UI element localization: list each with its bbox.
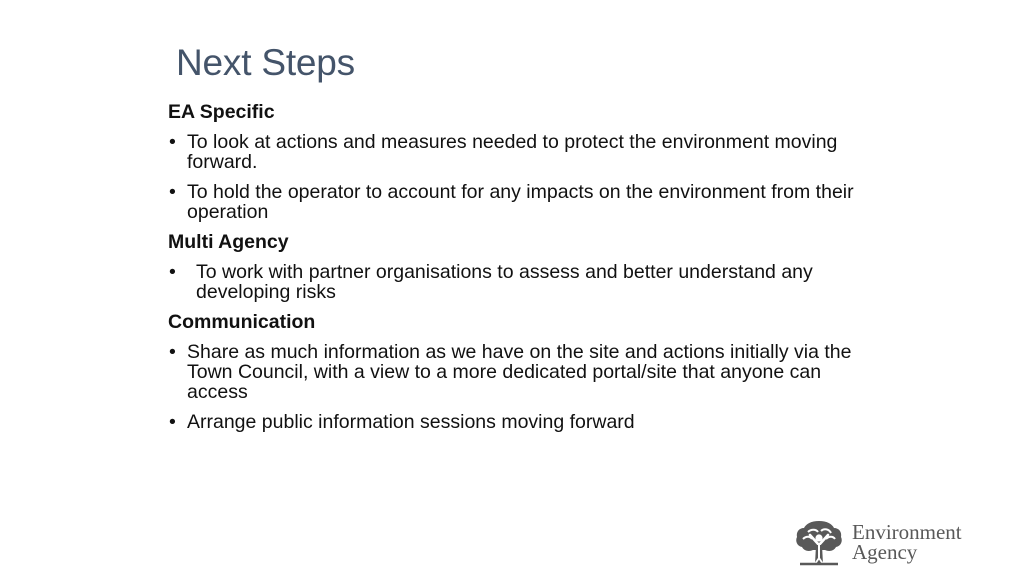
- bullet-text: To hold the operator to account for any impacts on the environment from their operation: [187, 181, 854, 223]
- bullet-text: To look at actions and measures needed to protect the environment moving forward.: [187, 131, 838, 173]
- section-heading-communication: Communication: [168, 311, 316, 333]
- bullet-icon: •: [169, 261, 176, 283]
- bullet-item: [168, 182, 868, 222]
- environment-agency-logo: [794, 518, 1000, 566]
- logo-text-agency: Agency: [852, 540, 918, 564]
- bullet-list-ea-specific: [168, 132, 868, 222]
- bullet-text: Arrange public information sessions moving forward: [187, 411, 635, 433]
- tree-person-icon: [794, 518, 844, 566]
- bullet-text: To work with partner organisations to assess and better understand any developing risks: [196, 261, 813, 303]
- bullet-item: [168, 262, 868, 302]
- bullet-list-communication: [168, 342, 868, 432]
- bullet-item: [168, 412, 868, 432]
- slide-title: Next Steps: [176, 42, 355, 83]
- bullet-icon: •: [169, 411, 176, 433]
- bullet-text: Share as much information as we have on the site and actions initially via the Town Council, with a view to a more dedicated portal/site that anyone can access: [187, 341, 852, 403]
- bullet-list-multi-agency: [168, 262, 868, 302]
- bullet-item: [168, 342, 868, 402]
- slide-content: [168, 102, 868, 442]
- bullet-icon: •: [169, 341, 176, 363]
- section-heading-ea-specific: EA Specific: [168, 101, 275, 123]
- bullet-item: [168, 132, 868, 172]
- logo-text-environment: Environment: [852, 520, 962, 544]
- bullet-icon: •: [169, 131, 176, 153]
- bullet-icon: •: [169, 181, 176, 203]
- section-heading-multi-agency: Multi Agency: [168, 231, 289, 253]
